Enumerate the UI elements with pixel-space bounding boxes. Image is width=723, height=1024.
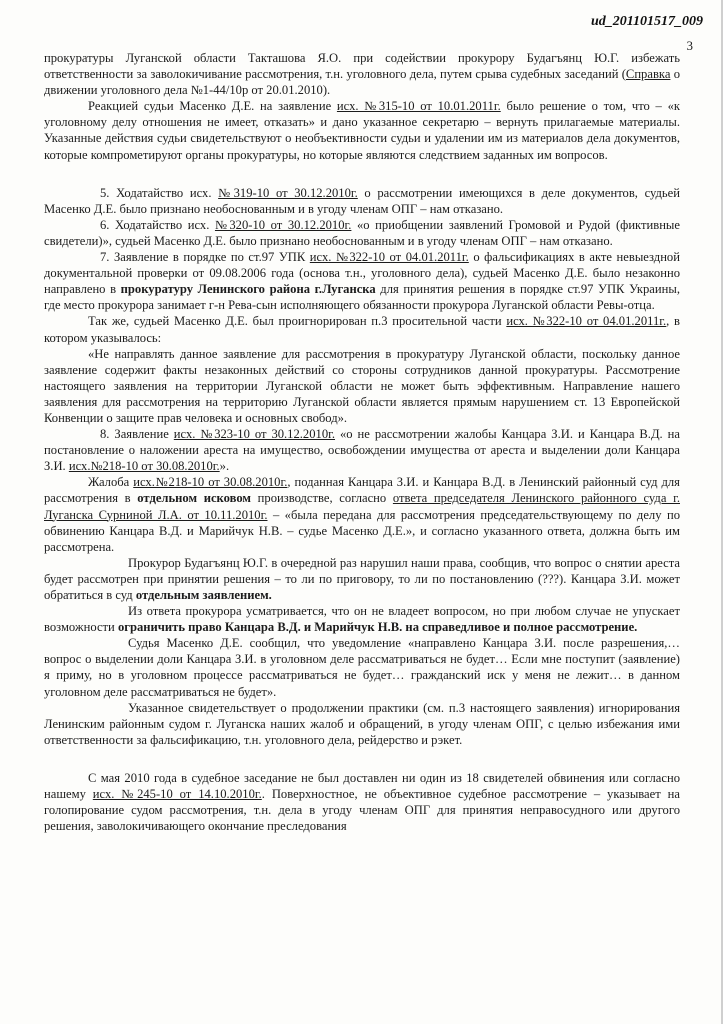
text-run: 6. Ходатайство исх. xyxy=(100,217,215,232)
reference-link-text: исх. №245-10 от 14.10.2010г. xyxy=(92,787,262,802)
paragraph xyxy=(44,50,680,98)
paragraph xyxy=(44,770,680,834)
emphasis-text: отдельным заявлением. xyxy=(135,588,272,602)
reference-link-text: ответа председателя Ленинского районного суда г. Луганска Сурниной Л.А. от 10.11.2010г. xyxy=(44,491,680,522)
reference-link-text: исх. №322-10 от 04.01.2011г. xyxy=(309,250,469,265)
paragraph xyxy=(44,249,680,313)
paragraph xyxy=(44,98,680,162)
text-run: , поданная Канцара З.И. и Канцара В.Д. в Ленинский районный суд для рассмотрения в xyxy=(44,475,680,506)
text-run: 8. Заявление xyxy=(100,427,174,442)
text-run: – «была передана для рассмотрения председательствующему по делу по обвинению Канцара В.Д. и Марийчук Н.В. – судье Масенко Д.Е.», и согласно указанного ответа, должна быть им рассмотрена. xyxy=(44,507,680,554)
text-run: производстве, согласно xyxy=(250,491,393,506)
paragraph xyxy=(44,185,680,217)
paragraph xyxy=(44,217,680,249)
paragraph xyxy=(44,635,680,699)
reference-link-text: Справка xyxy=(625,67,671,82)
reference-link-text: исх.№218-10 от 30.08.2010г. xyxy=(133,475,288,490)
text-run: о рассмотрении имеющихся в деле документов, судьей Масенко Д.Е. было признано необоснованным и в угоду членам ОПГ – нам отказано. xyxy=(44,185,680,216)
reference-link-text: исх. №323-10 от 30.12.2010г. xyxy=(173,427,336,442)
paragraph xyxy=(44,700,680,748)
reference-link-text: исх. №315-10 от 10.01.2011г. xyxy=(336,99,501,114)
text-run: ». xyxy=(219,459,230,474)
paragraph xyxy=(44,346,680,426)
text-run: С мая 2010 года в судебное заседание не был доставлен ни один из 18 свидетелей обвинения или согласно нашему xyxy=(44,770,680,802)
emphasis-text: ограничить право Канцара В.Д. и Марийчук Н.В. на справедливое и полное рассмотрение. xyxy=(117,620,638,635)
document-body xyxy=(44,50,680,834)
text-run: , в котором указывалось: xyxy=(44,314,681,345)
text-run: Прокурор Будагъянц Ю.Г. в очередной раз нарушил наши права, сообщив, что вопрос о снятии ареста будет рассмотрен при принятии решения – то ли по приговору, то ли по постановлению (???). Канцара З.И. может обратиться в суд xyxy=(44,555,680,602)
text-run: о движении уголовного дела №1-44/10р от 20.01.2010). xyxy=(44,67,680,98)
emphasis-text: отдельном исковом xyxy=(137,491,251,506)
text-run: было решение о том, что – «к уголовному делу отношения не имеет, отказать» и дано указанное секретарю – вернуть прилагаемые материалы. Указанные действия судьи свидетельствуют о необъективности судьи и удалении им из материалов дела документов, которые компрометируют органы прокуратуры, но которые являются следствием заданных им вопросов. xyxy=(44,99,680,162)
text-run: «о приобщении заявлений Громовой и Рудой (фиктивные свидетели)», судьей Масенко Д.Е. было признано необоснованным и в угоду членам ОПГ – нам отказано. xyxy=(44,217,680,248)
reference-link-text: исх.№218-10 от 30.08.2010г. xyxy=(68,459,220,474)
text-run: 5. Ходатайство исх. xyxy=(100,185,219,200)
text-run: «о не рассмотрении жалобы Канцара З.И. и Канцара В.Д. на постановление о наложении ареста на имущество, освобождении имущества от ареста и выделении доли Канцара З.И. xyxy=(44,427,680,474)
reference-link-text: №320-10 от 30.12.2010г. xyxy=(214,217,352,232)
document-id: ud_201101517_009 xyxy=(590,14,703,29)
text-run: «Не направлять данное заявление для рассмотрения в прокуратуру Луганской области, поскольку данное заявление содержит факты незаконных действий со стороны сотрудников данной прокуратуры. Рассмотрение настоящего заявления на территории Луганской области не может быть эффективным. Направление нашего заявления для рассмотрения на территорию Луганской области является прямым нарушением ст. 13 Европейской Конвенции о защите прав человека и основных свобод». xyxy=(44,346,680,425)
text-run: Судья Масенко Д.Е. сообщил, что уведомление «направлено Канцара З.И. после разрешения,… вопрос о выделении доли Канцара З.И. в уголовном деле рассматриваться не будет… Если мне поступит (заявление) я приму, но в уголовном процессе рассматриваться не будет… гражданский иск у меня не лежит… в данном уголовном деле рассматриваться не будет». xyxy=(44,636,680,699)
text-run: . Поверхностное, не объективное судебное рассмотрение – указывает на голопирование судом рассмотрения, т.н. дела в угоду членам ОПГ для принятия неправосудного или другого решения, заволокичивающего окончание преследования xyxy=(44,787,680,834)
reference-link-text: №319-10 от 30.12.2010г. xyxy=(218,185,358,200)
text-run: Жалоба xyxy=(88,475,134,490)
emphasis-text: прокуратуру Ленинского района г.Луганска xyxy=(120,282,376,297)
text-run: о фальсификациях в акте невыездной документальной проверки от 09.08.2006 года (основа т.н., уголовного дела), судьей Масенко Д.Е. было незаконно направлено в xyxy=(44,250,680,297)
paragraph xyxy=(44,474,680,554)
text-run: Указанное свидетельствует о продолжении практики (см. п.3 настоящего заявления) игнорирования Ленинским районным судом г. Луганска наших жалоб и обращений, в угоду членам ОПГ, с целью избежания ими ответственности за фальсификацию, т.н. уголовного дела, рейдерство и рэкет. xyxy=(44,700,680,747)
paragraph xyxy=(44,603,680,635)
paragraph xyxy=(44,555,680,603)
text-run: 7. Заявление в порядке по ст.97 УПК xyxy=(100,250,310,265)
text-run: для принятия решения в порядке ст.97 УПК Украины, где место прокурора занимает г-н Рева-сын исполняющего обязанности прокурора Луганской области Ревы-отца. xyxy=(44,282,680,313)
paragraph xyxy=(44,426,680,474)
text-run: Так же, судьей Масенко Д.Е. был проигнорирован п.3 просительной части xyxy=(88,314,507,329)
page-number: 3 xyxy=(686,38,693,53)
text-run: Из ответа прокурора усматривается, что он не владеет вопросом, но при любом случае не упускает возможности xyxy=(44,604,680,635)
text-run: прокуратуры Луганской области Такташова Я.О. при содействии прокурору Будагъянц Ю.Г. избежать ответственности за заволокичивание рассмотрения, т.н. уголовного дела, путем срыва судебных заседаний ( xyxy=(44,51,680,82)
text-run: Реакцией судьи Масенко Д.Е. на заявление xyxy=(88,99,337,114)
paragraph xyxy=(44,313,680,345)
reference-link-text: исх. №322-10 от 04.01.2011г. xyxy=(506,314,667,329)
